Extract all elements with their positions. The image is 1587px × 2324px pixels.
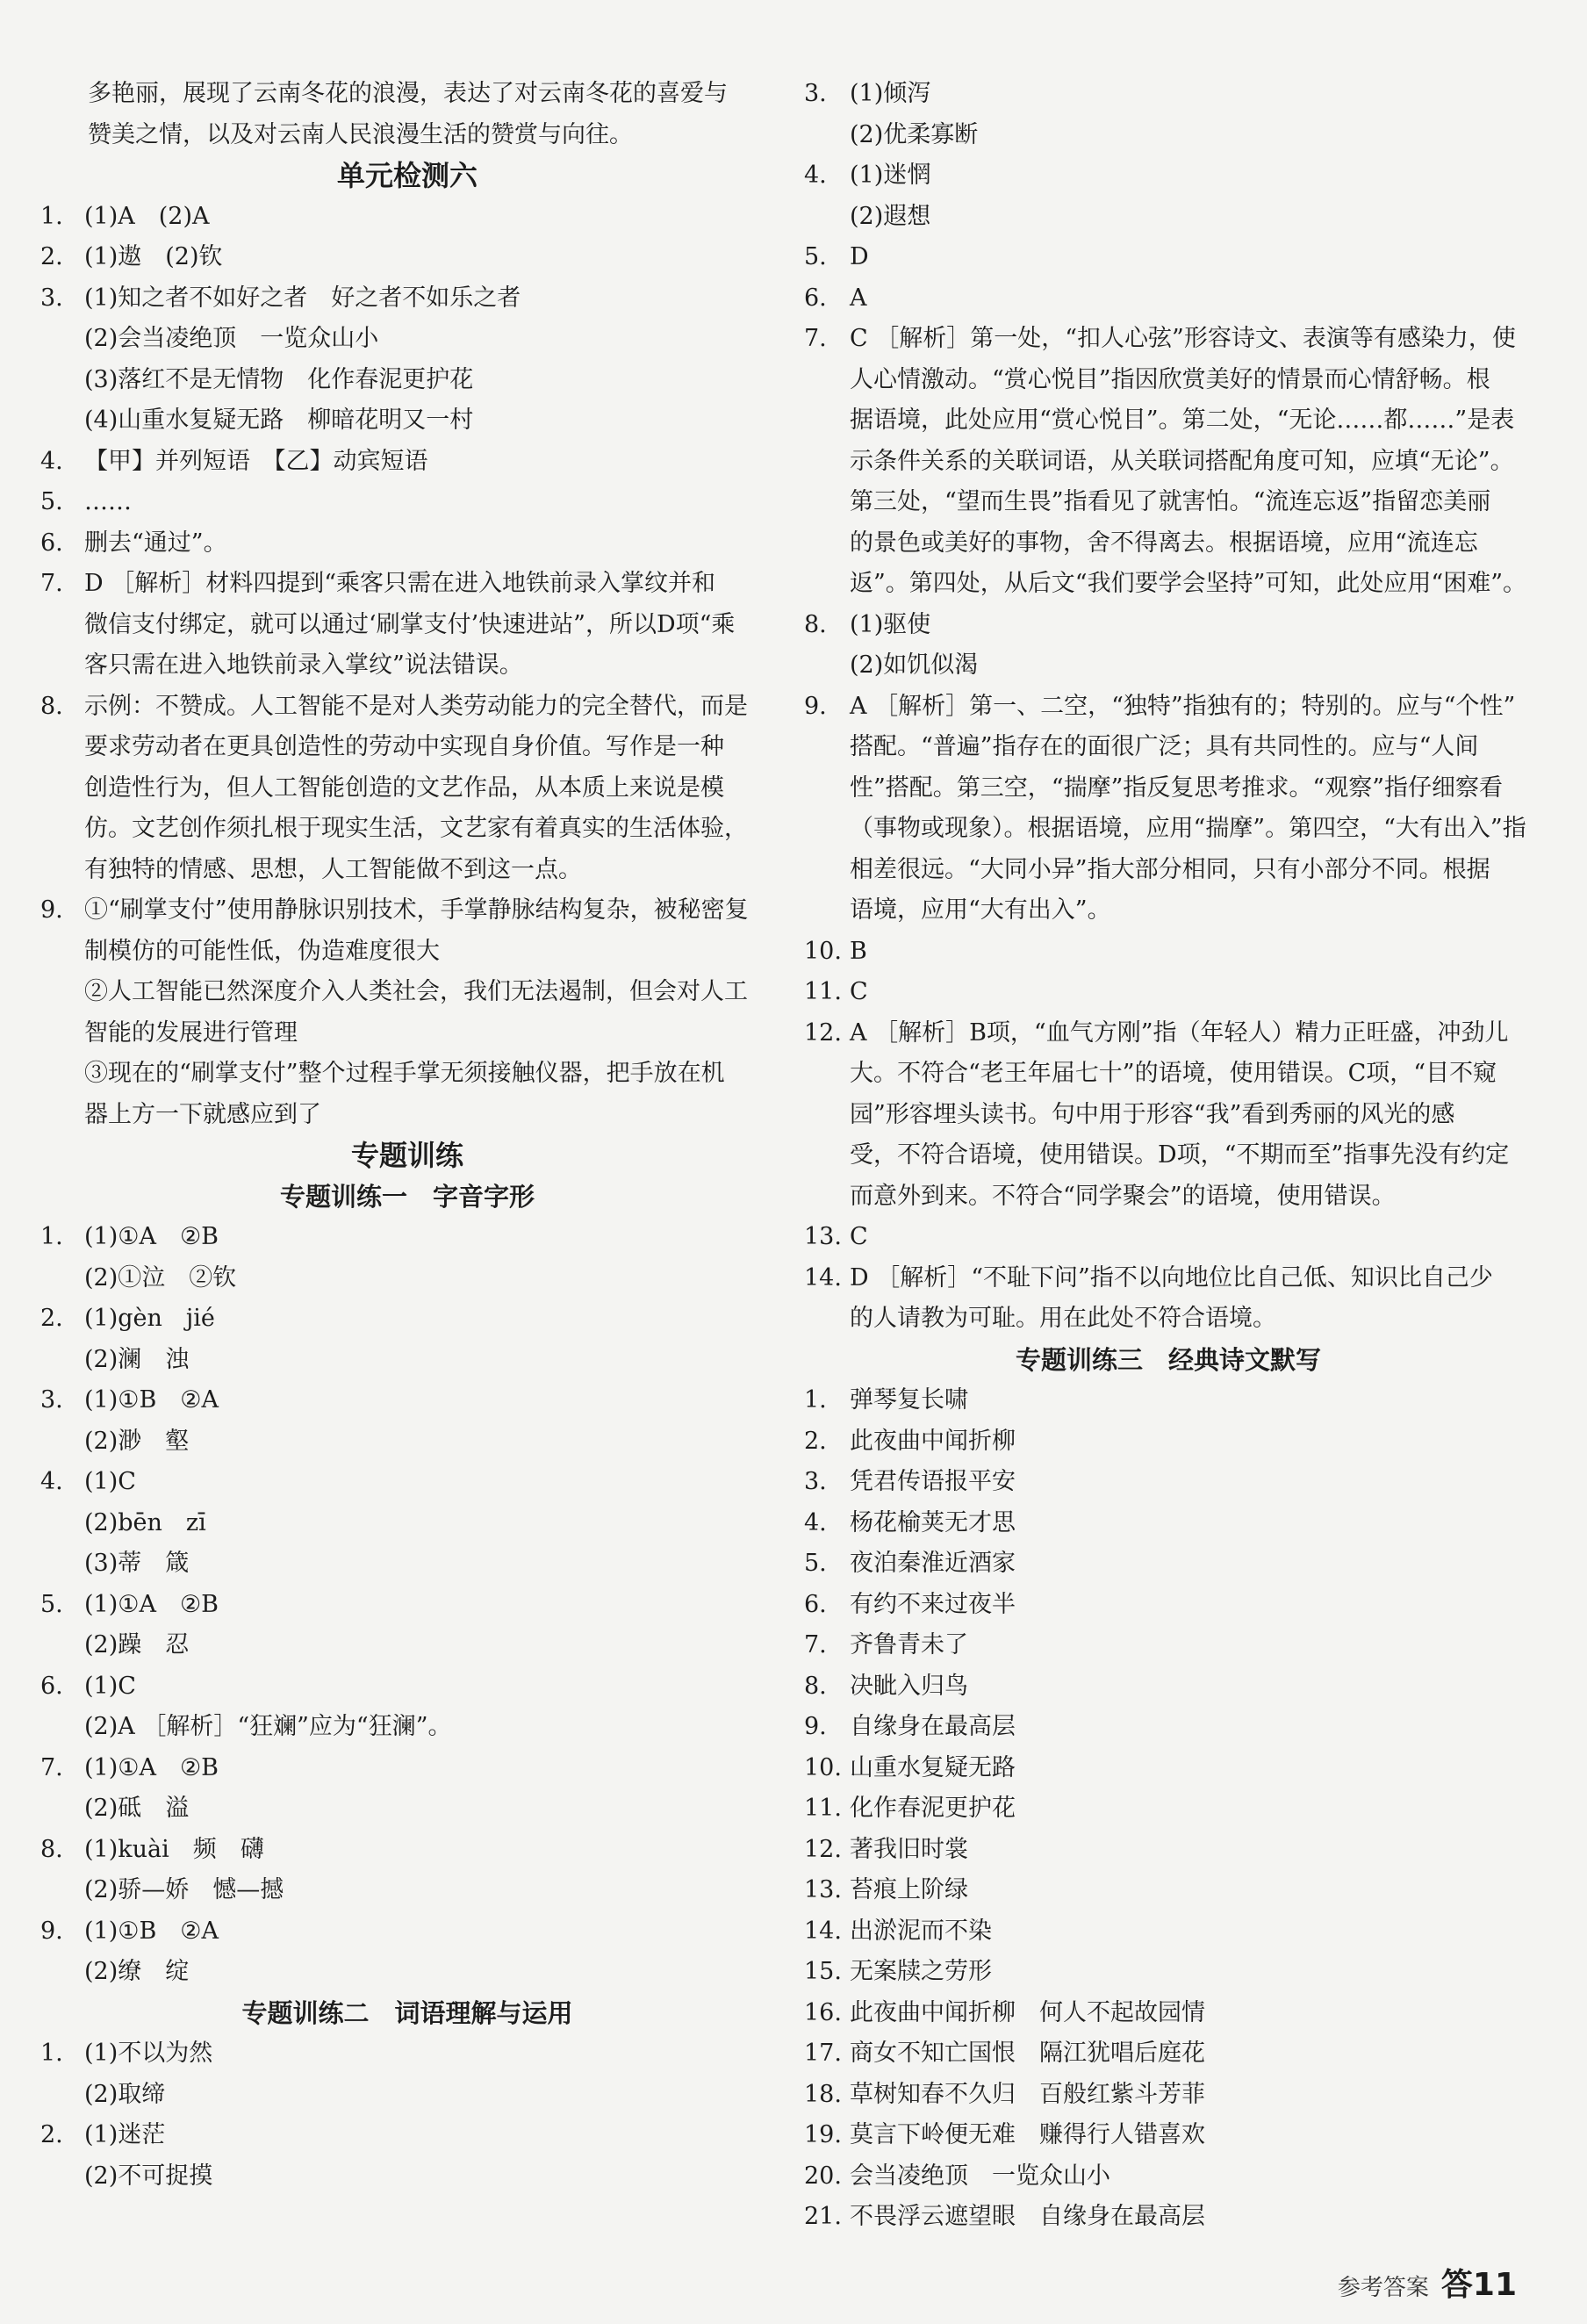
answer-line: B bbox=[850, 937, 867, 965]
answer-item bbox=[40, 1585, 774, 1666]
item-number: 21. bbox=[804, 2203, 842, 2230]
answer-line: 微信支付绑定，就可以通过‘刷掌支付’快速进站”，所以D项“乘 bbox=[84, 610, 736, 638]
answer-line: 园”形容埋头读书。句中用于形容“我”看到秀丽的风光的感 bbox=[850, 1100, 1455, 1128]
answer-item bbox=[804, 1911, 1533, 1953]
answer-item bbox=[804, 1788, 1533, 1830]
continued-text-line: 赞美之情，以及对云南人民浪漫生活的赞赏与向往。 bbox=[40, 120, 633, 148]
answer-body bbox=[850, 605, 1533, 687]
answer-line: (1)①B ②A bbox=[84, 1386, 219, 1414]
answer-line: 此夜曲中闻折柳 何人不起故园情 bbox=[850, 1998, 1205, 2026]
item-number: 8. bbox=[804, 610, 827, 638]
item-number: 19. bbox=[804, 2121, 842, 2148]
section-heading: 专题训练一 字音字形 bbox=[279, 1181, 535, 1212]
answer-line: (1)①A ②B bbox=[84, 1223, 219, 1250]
item-number: 2. bbox=[40, 2121, 63, 2148]
answer-line: (2)骄—娇 憾—撼 bbox=[84, 1876, 284, 1903]
answer-item bbox=[804, 605, 1533, 687]
answer-line: 凭君传语报平安 bbox=[850, 1468, 1016, 1495]
page-number: 答11 bbox=[1440, 2267, 1517, 2303]
answer-line: (2)不可捉摸 bbox=[84, 2162, 213, 2190]
answer-item bbox=[40, 1911, 774, 1993]
item-number: 1. bbox=[40, 2040, 63, 2067]
answer-line: (1)遨 (2)钦 bbox=[84, 243, 223, 270]
answer-body bbox=[84, 2115, 774, 2197]
answer-line: 人心情激动。“赏心悦目”指因欣赏美好的情景而心情舒畅。根 bbox=[850, 365, 1490, 393]
answer-line: 商女不知亡国恨 隔江犹唱后庭花 bbox=[850, 2040, 1205, 2067]
answer-item bbox=[40, 890, 774, 1135]
answer-line: (2)①泣 ②钦 bbox=[84, 1263, 237, 1292]
item-number: 11. bbox=[804, 978, 842, 1005]
answer-line: ③现在的“刷掌支付”整个过程手掌无须接触仪器，把手放在机 bbox=[84, 1060, 725, 1087]
item-number: 2. bbox=[40, 1305, 63, 1332]
section-heading: 专题训练 bbox=[350, 1139, 463, 1172]
item-number: 9. bbox=[40, 1917, 63, 1945]
section-heading: 专题训练二 词语理解与运用 bbox=[241, 1997, 573, 2028]
answer-line: D bbox=[850, 243, 869, 270]
item-number: 16. bbox=[804, 1998, 842, 2026]
item-number: 10. bbox=[804, 937, 842, 965]
answer-line: (1)迷惘 bbox=[850, 162, 931, 189]
answer-line: 有约不来过夜半 bbox=[850, 1590, 1016, 1618]
answer-line: 示条件关系的关联词语，从关联词搭配角度可知，应填“无论”。 bbox=[850, 447, 1514, 475]
answer-body bbox=[84, 1830, 774, 1911]
answer-body bbox=[850, 1380, 1533, 1421]
item-number: 13. bbox=[804, 1223, 842, 1250]
answer-line: (1)驱使 bbox=[850, 610, 931, 638]
answer-line: 杨花榆荚无才思 bbox=[850, 1508, 1016, 1536]
answer-body bbox=[84, 1299, 774, 1380]
answer-line: 制模仿的可能性低，伪造难度很大 bbox=[84, 937, 440, 965]
answer-line: (2)bēn zī bbox=[84, 1508, 206, 1536]
answer-line: 相差很远。“大同小异”指大部分相同，只有小部分不同。根据 bbox=[850, 855, 1490, 883]
answer-item bbox=[40, 442, 774, 483]
answer-line: 出淤泥而不染 bbox=[850, 1917, 992, 1945]
answer-body bbox=[850, 1911, 1533, 1953]
section-heading: 单元检测六 bbox=[336, 159, 478, 192]
answer-item bbox=[804, 1993, 1533, 2034]
answer-item bbox=[40, 1462, 774, 1585]
answer-line: 的景色或美好的事物，舍不得离去。根据语境，应用“流连忘 bbox=[850, 529, 1478, 557]
answer-body bbox=[850, 1666, 1533, 1708]
answer-line: (3)落红不是无情物 化作春泥更护花 bbox=[84, 365, 474, 393]
answer-item bbox=[40, 1299, 774, 1380]
answer-line: 示例：不赞成。人工智能不是对人类劳动能力的完全替代，而是 bbox=[84, 692, 748, 720]
answer-line: (1)不以为然 bbox=[84, 2040, 213, 2067]
answer-item bbox=[804, 687, 1533, 932]
answer-line: 搭配。“普遍”指存在的面很广泛；具有共同性的。应与“人间 bbox=[850, 733, 1479, 760]
answer-item bbox=[804, 1666, 1533, 1708]
answer-line: (2)遐想 bbox=[850, 202, 931, 230]
answer-line: 语境，应用“大有出入”。 bbox=[850, 896, 1111, 924]
answer-body bbox=[850, 1952, 1533, 1993]
answer-item bbox=[804, 237, 1533, 278]
item-number: 4. bbox=[40, 447, 63, 475]
answer-item bbox=[804, 1748, 1533, 1789]
answer-line: 山重水复疑无路 bbox=[850, 1753, 1016, 1781]
answer-item bbox=[40, 1217, 774, 1299]
answer-line: C ［解析］第一处，“扣人心弦”形容诗文、表演等有感染力，使 bbox=[850, 325, 1516, 352]
item-number: 15. bbox=[804, 1958, 842, 1985]
answer-line: A ［解析］第一、二空，“独特”指独有的；特别的。应与“个性” bbox=[850, 692, 1516, 720]
answer-item bbox=[804, 278, 1533, 320]
answer-line: C bbox=[850, 978, 868, 1005]
answer-body bbox=[850, 687, 1533, 932]
answer-item bbox=[804, 932, 1533, 973]
answer-line: (1)①A ②B bbox=[84, 1753, 219, 1781]
item-number: 8. bbox=[40, 692, 63, 720]
answer-line: 无案牍之劳形 bbox=[850, 1958, 992, 1985]
answer-line: 创造性行为，但人工智能创造的文艺作品，从本质上来说是模 bbox=[84, 773, 724, 802]
item-number: 8. bbox=[804, 1672, 827, 1700]
answer-line: ②人工智能已然深度介入人类社会，我们无法遏制，但会对人工 bbox=[84, 978, 748, 1005]
answer-item bbox=[40, 1830, 774, 1911]
answer-body bbox=[84, 1666, 774, 1748]
answer-item bbox=[804, 1830, 1533, 1871]
answer-item bbox=[40, 278, 774, 442]
answer-body bbox=[850, 1748, 1533, 1789]
item-number: 9. bbox=[40, 896, 63, 924]
answer-line: 莫言下岭便无难 赚得行人错喜欢 bbox=[850, 2121, 1205, 2148]
answer-line: (2)砥 溢 bbox=[84, 1795, 190, 1822]
answer-body bbox=[850, 1993, 1533, 2034]
answer-item bbox=[40, 197, 774, 238]
answer-line: D ［解析］“不耻下问”指不以向地位比自己低、知识比自己少 bbox=[850, 1263, 1493, 1292]
item-number: 6. bbox=[40, 1672, 63, 1700]
answer-line: 器上方一下就感应到了 bbox=[84, 1100, 321, 1128]
item-number: 1. bbox=[40, 1223, 63, 1250]
answer-body bbox=[850, 1830, 1533, 1871]
answer-body bbox=[850, 1625, 1533, 1666]
answer-body bbox=[850, 319, 1533, 605]
page-footer bbox=[1338, 2260, 1517, 2305]
answer-line: 受，不符合语境，使用错误。D项，“不期而至”指事先没有约定 bbox=[850, 1141, 1510, 1169]
left-column bbox=[40, 74, 774, 2197]
answer-line: C bbox=[850, 1223, 868, 1250]
answer-item bbox=[40, 482, 774, 523]
answer-line: (1)C bbox=[84, 1672, 136, 1700]
item-number: 5. bbox=[804, 243, 827, 270]
answer-line: 弹琴复长啸 bbox=[850, 1386, 968, 1414]
item-number: 7. bbox=[40, 1753, 63, 1781]
answer-item bbox=[40, 1748, 774, 1830]
continued-text-line: 多艳丽，展现了云南冬花的浪漫，表达了对云南冬花的喜爱与 bbox=[40, 80, 728, 107]
answer-body bbox=[850, 155, 1533, 237]
answer-line: 苔痕上阶绿 bbox=[850, 1876, 968, 1903]
item-number: 9. bbox=[804, 1713, 827, 1740]
answer-body bbox=[850, 1707, 1533, 1748]
answer-line: (1)kuài 频 礴 bbox=[84, 1835, 264, 1863]
answer-body bbox=[850, 237, 1533, 278]
item-number: 3. bbox=[804, 80, 827, 107]
answer-line: (1)①B ②A bbox=[84, 1917, 219, 1945]
item-number: 14. bbox=[804, 1917, 842, 1945]
answer-line: 客只需在进入地铁前录入掌纹”说法错误。 bbox=[84, 651, 523, 679]
answer-body bbox=[850, 2156, 1533, 2198]
item-number: 2. bbox=[40, 243, 63, 270]
answer-line: 【甲】并列短语 【乙】动宾短语 bbox=[84, 447, 428, 475]
item-number: 6. bbox=[804, 1590, 827, 1618]
answer-item bbox=[804, 319, 1533, 605]
answer-line: (3)蒂 箴 bbox=[84, 1550, 190, 1577]
answer-line: 性”搭配。第三空，“揣摩”指反复思考推求。“观察”指仔细察看 bbox=[850, 773, 1504, 802]
item-number: 6. bbox=[804, 284, 827, 312]
answer-item bbox=[804, 1380, 1533, 1421]
answer-item bbox=[804, 2156, 1533, 2198]
answer-line: 会当凌绝顶 一览众山小 bbox=[850, 2162, 1110, 2190]
answer-body bbox=[850, 1503, 1533, 1544]
answer-line: (2)取缔 bbox=[84, 2080, 166, 2108]
item-number: 18. bbox=[804, 2080, 842, 2108]
item-number: 7. bbox=[804, 1631, 827, 1658]
answer-body bbox=[84, 1585, 774, 1666]
answer-item bbox=[804, 1258, 1533, 1340]
item-number: 5. bbox=[40, 488, 63, 515]
answer-item bbox=[40, 2115, 774, 2197]
item-number: 9. bbox=[804, 692, 827, 720]
item-number: 5. bbox=[804, 1550, 827, 1577]
answer-body bbox=[84, 2033, 774, 2115]
item-number: 6. bbox=[40, 529, 63, 557]
answer-body bbox=[84, 687, 774, 891]
answer-body bbox=[84, 564, 774, 687]
answer-body bbox=[850, 1462, 1533, 1503]
answer-item bbox=[804, 1462, 1533, 1503]
item-number: 12. bbox=[804, 1018, 842, 1047]
answer-line: (4)山重水复疑无路 柳暗花明又一村 bbox=[84, 407, 474, 434]
answer-line: 删去“通过”。 bbox=[84, 529, 227, 557]
answer-line: ①“刷掌支付”使用静脉识别技术，手掌静脉结构复杂，被秘密复 bbox=[84, 896, 749, 924]
answer-item bbox=[804, 2075, 1533, 2116]
answer-body bbox=[850, 1013, 1533, 1218]
item-number: 7. bbox=[804, 325, 827, 352]
answer-body bbox=[850, 1585, 1533, 1626]
answer-line: (1)gèn jié bbox=[84, 1305, 215, 1332]
answer-item bbox=[804, 74, 1533, 155]
item-number: 3. bbox=[40, 284, 63, 312]
answer-line: (2)缭 绽 bbox=[84, 1958, 190, 1985]
answer-line: （事物或现象）。根据语境，应用“揣摩”。第四空，“大有出入”指 bbox=[850, 815, 1526, 842]
footer-label: 参考答案 bbox=[1337, 2275, 1429, 2301]
answer-item bbox=[804, 1217, 1533, 1258]
answer-body bbox=[84, 1380, 774, 1462]
answer-line: 的人请教为可耻。用在此处不符合语境。 bbox=[850, 1305, 1276, 1332]
answer-line: 自缘身在最高层 bbox=[850, 1713, 1016, 1740]
answer-line: (2)渺 壑 bbox=[84, 1427, 190, 1455]
answer-line: 而意外到来。不符合“同学聚会”的语境，使用错误。 bbox=[850, 1182, 1396, 1210]
answer-body bbox=[84, 1911, 774, 1993]
answer-item bbox=[40, 564, 774, 687]
answer-item bbox=[40, 2033, 774, 2115]
answer-body bbox=[84, 1217, 774, 1299]
answer-body bbox=[850, 2075, 1533, 2116]
answer-body bbox=[850, 1788, 1533, 1830]
answer-body bbox=[850, 2033, 1533, 2075]
item-number: 2. bbox=[804, 1427, 827, 1455]
answer-line: (2)如饥似渴 bbox=[850, 651, 979, 679]
answer-line: 不畏浮云遮望眼 自缘身在最高层 bbox=[850, 2203, 1205, 2230]
answer-line: 草树知春不久归 百般红紫斗芳菲 bbox=[850, 2080, 1205, 2108]
answer-line: (2)会当凌绝顶 一览众山小 bbox=[84, 325, 379, 352]
answer-body bbox=[850, 1870, 1533, 1911]
answer-body bbox=[84, 1462, 774, 1585]
item-number: 11. bbox=[804, 1795, 842, 1822]
answer-line: (1)迷茫 bbox=[84, 2121, 166, 2148]
answer-line: 化作春泥更护花 bbox=[850, 1795, 1016, 1822]
answer-line: (1)倾泻 bbox=[850, 80, 931, 107]
answer-body bbox=[84, 197, 774, 238]
answer-line: (2)澜 浊 bbox=[84, 1345, 190, 1373]
answer-body bbox=[850, 972, 1533, 1013]
answer-item bbox=[804, 1421, 1533, 1463]
answer-line: (1)①A ②B bbox=[84, 1590, 219, 1618]
item-number: 17. bbox=[804, 2040, 842, 2067]
answer-body bbox=[84, 237, 774, 278]
answer-body bbox=[850, 278, 1533, 320]
item-number: 4. bbox=[804, 162, 827, 189]
answer-line: (1)知之者不如好之者 好之者不如乐之者 bbox=[84, 284, 521, 312]
answer-item bbox=[804, 2197, 1533, 2238]
answer-body bbox=[84, 523, 774, 565]
answer-body bbox=[84, 442, 774, 483]
answer-line: 第三处，“望而生畏”指看见了就害怕。“流连忘返”指留恋美丽 bbox=[850, 488, 1491, 515]
answer-body bbox=[850, 1543, 1533, 1585]
answer-item bbox=[804, 2033, 1533, 2075]
answer-item bbox=[804, 1013, 1533, 1218]
section-heading: 专题训练三 经典诗文默写 bbox=[1015, 1344, 1321, 1375]
answer-body bbox=[850, 1217, 1533, 1258]
answer-item bbox=[40, 1666, 774, 1748]
answer-line: D ［解析］材料四提到“乘客只需在进入地铁前录入掌纹并和 bbox=[84, 570, 716, 597]
answer-line: 齐鲁青未了 bbox=[850, 1631, 968, 1658]
answer-line: (2)A ［解析］“狂斓”应为“狂澜”。 bbox=[84, 1713, 452, 1740]
answer-line: 有独特的情感、思想，人工智能做不到这一点。 bbox=[84, 855, 582, 883]
answer-body bbox=[84, 278, 774, 442]
answer-body bbox=[850, 932, 1533, 973]
answer-line: 著我旧时裳 bbox=[850, 1835, 968, 1863]
item-number: 14. bbox=[804, 1263, 842, 1292]
answer-line: 据语境，此处应用“赏心悦目”。第二处，“无论……都……”是表 bbox=[850, 407, 1515, 434]
answer-item bbox=[40, 237, 774, 278]
answer-line: 大。不符合“老王年届七十”的语境，使用错误。C项，“目不窥 bbox=[850, 1060, 1497, 1087]
answer-item bbox=[804, 1625, 1533, 1666]
answer-item bbox=[804, 972, 1533, 1013]
item-number: 1. bbox=[40, 202, 63, 230]
answer-item bbox=[804, 2115, 1533, 2156]
answer-body bbox=[84, 482, 774, 523]
answer-item bbox=[804, 155, 1533, 237]
item-number: 7. bbox=[40, 570, 63, 597]
item-number: 12. bbox=[804, 1835, 842, 1863]
answer-body bbox=[850, 2115, 1533, 2156]
answer-line: 夜泊秦淮近酒家 bbox=[850, 1550, 1016, 1577]
answer-item bbox=[804, 1870, 1533, 1911]
answer-item bbox=[40, 687, 774, 891]
item-number: 13. bbox=[804, 1876, 842, 1903]
item-number: 8. bbox=[40, 1835, 63, 1863]
answer-body bbox=[84, 890, 774, 1135]
answer-item bbox=[40, 1380, 774, 1462]
answer-item bbox=[804, 1585, 1533, 1626]
answer-item bbox=[40, 523, 774, 565]
answer-body bbox=[850, 1258, 1533, 1340]
answer-line: (2)躁 忍 bbox=[84, 1631, 190, 1658]
item-number: 4. bbox=[40, 1468, 63, 1495]
answer-line: 决眦入归鸟 bbox=[850, 1672, 968, 1700]
answer-line: (2)优柔寡断 bbox=[850, 120, 979, 148]
item-number: 5. bbox=[40, 1590, 63, 1618]
answer-body bbox=[850, 1421, 1533, 1463]
item-number: 10. bbox=[804, 1753, 842, 1781]
answer-line: A bbox=[850, 284, 867, 312]
answer-line: (1)A (2)A bbox=[84, 202, 210, 230]
item-number: 3. bbox=[40, 1386, 63, 1414]
answer-body bbox=[850, 2197, 1533, 2238]
answer-line: …… bbox=[84, 488, 132, 515]
right-column bbox=[804, 74, 1533, 2238]
answer-item bbox=[804, 1543, 1533, 1585]
answer-item bbox=[804, 1503, 1533, 1544]
answer-item bbox=[804, 1707, 1533, 1748]
answer-line: (1)C bbox=[84, 1468, 136, 1495]
item-number: 20. bbox=[804, 2162, 842, 2190]
item-number: 3. bbox=[804, 1468, 827, 1495]
answer-body bbox=[84, 1748, 774, 1830]
item-number: 1. bbox=[804, 1386, 827, 1414]
answer-line: 智能的发展进行管理 bbox=[84, 1018, 298, 1047]
answer-line: 仿。文艺创作须扎根于现实生活，文艺家有着真实的生活体验， bbox=[84, 815, 748, 842]
answer-body bbox=[850, 74, 1533, 155]
answer-line: 要求劳动者在更具创造性的劳动中实现自身价值。写作是一种 bbox=[84, 733, 724, 760]
answer-item bbox=[804, 1952, 1533, 1993]
answer-line: 此夜曲中闻折柳 bbox=[850, 1427, 1016, 1455]
answer-line: 返”。第四处，从后文“我们要学会坚持”可知，此处应用“困难”。 bbox=[850, 570, 1527, 597]
item-number: 4. bbox=[804, 1508, 827, 1536]
answer-line: A ［解析］B项，“血气方刚”指（年轻人）精力正旺盛，冲劲儿 bbox=[850, 1018, 1509, 1047]
